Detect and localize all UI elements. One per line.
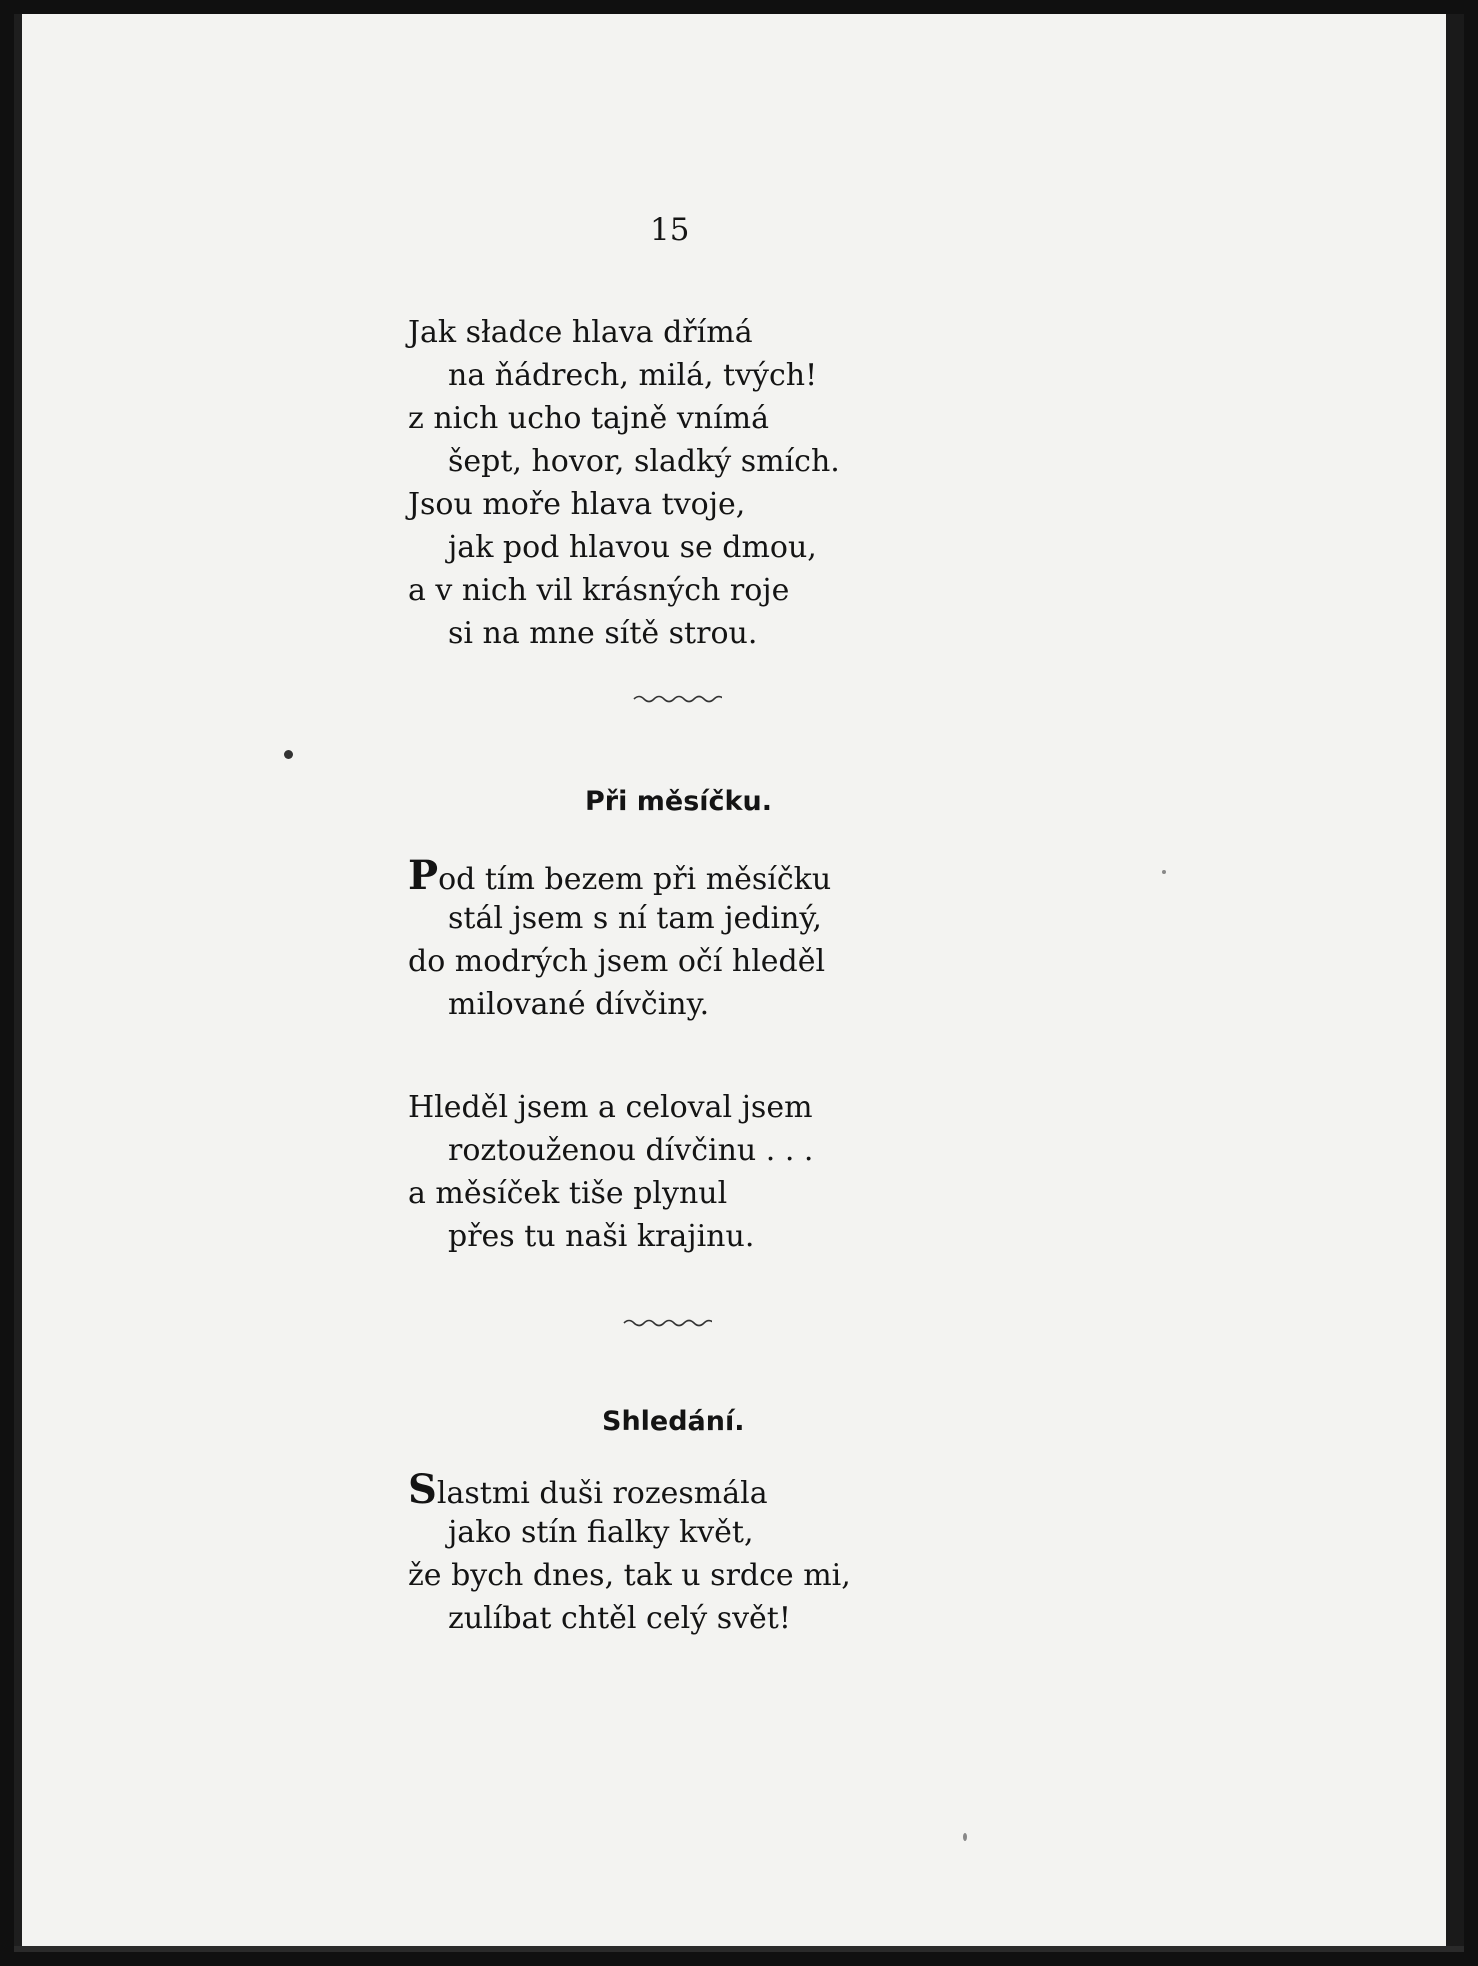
- ornament-divider-1: [632, 692, 722, 706]
- poem1-line-6: jak pod hlavou se dmou,: [448, 530, 817, 565]
- poem1-line-3: z nich ucho tajně vnímá: [408, 401, 770, 436]
- poem1-line-8: si na mne sítě strou.: [448, 616, 758, 651]
- page-number: 15: [650, 212, 690, 248]
- poem3-stanza: [408, 1468, 851, 1640]
- poem2-line-5: Hleděl jsem a celoval jsem: [408, 1090, 813, 1125]
- poem2-title: Při měsíčku.: [585, 786, 772, 817]
- poem2-line-4: milované dívčiny.: [448, 987, 710, 1022]
- scan-speck: [1162, 870, 1166, 874]
- poem2-stanza-2: [408, 1086, 813, 1258]
- page-right-edge: [1446, 14, 1464, 1952]
- ornament-divider-2: [622, 1316, 712, 1330]
- scan-speck: [963, 1833, 967, 1841]
- poem2-dropcap: P: [408, 852, 439, 899]
- poem3-line-4: zulíbat chtěl celý svět!: [448, 1601, 791, 1636]
- poem2-line-8: přes tu naši krajinu.: [448, 1219, 755, 1254]
- page-left-edge: [14, 14, 22, 1952]
- poem2-line-2: stál jsem s ní tam jediný,: [448, 901, 822, 936]
- poem2-line-1-rest: od tím bezem při měsíčku: [438, 862, 832, 897]
- poem1-line-1: Jak sładce hlava dřímá: [408, 315, 753, 350]
- poem1-line-7: a v nich vil krásných roje: [408, 573, 790, 608]
- poem3-line-3: že bych dnes, tak u srdce mi,: [408, 1558, 851, 1593]
- poem2-stanza-1: [408, 854, 831, 1026]
- poem2-line-1: [408, 854, 831, 897]
- poem1-line-2: na ňádrech, milá, tvých!: [448, 358, 818, 393]
- poem3-title: Shledání.: [602, 1406, 745, 1437]
- poem1-line-5: Jsou moře hlava tvoje,: [408, 487, 746, 522]
- page-bottom-edge: [14, 1946, 1464, 1952]
- poem1-line-4: šept, hovor, sladký smích.: [448, 444, 840, 479]
- poem2-line-7: a měsíček tiše plynul: [408, 1176, 728, 1211]
- poem3-dropcap: S: [408, 1466, 437, 1513]
- scan-speck: [284, 750, 293, 759]
- poem3-line-2: jako stín fialky květ,: [448, 1515, 754, 1550]
- poem3-line-1: [408, 1468, 851, 1511]
- poem3-line-1-rest: lastmi duši rozesmála: [436, 1476, 768, 1511]
- poem1-stanza: [408, 311, 840, 655]
- poem2-line-3: do modrých jsem očí hleděl: [408, 944, 826, 979]
- poem2-line-6: roztouženou dívčinu . . .: [448, 1133, 814, 1168]
- book-page: [14, 14, 1464, 1952]
